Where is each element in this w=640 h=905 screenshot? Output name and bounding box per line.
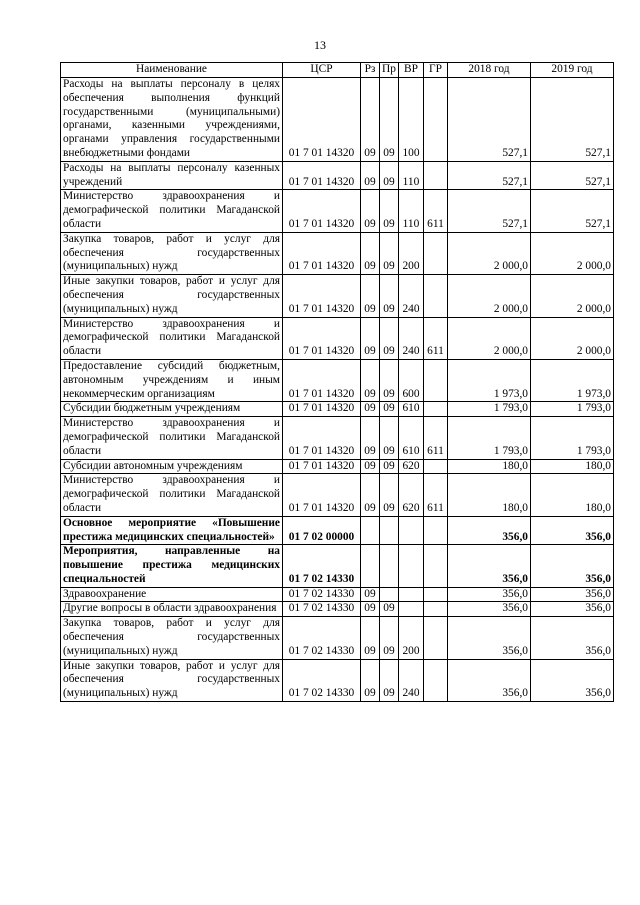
cell-rz: 09 [361,602,380,617]
cell-2019: 527,1 [531,78,614,162]
cell-2019: 180,0 [531,459,614,474]
cell-vr: 110 [399,190,424,232]
table-row [61,78,614,162]
cell-vr [399,602,424,617]
table-row [61,359,614,401]
cell-vr: 200 [399,617,424,659]
cell-rz [361,516,380,545]
cell-pr: 09 [380,190,399,232]
table-row [61,659,614,701]
cell-gr: 611 [424,474,448,516]
cell-gr [424,232,448,274]
cell-gr [424,545,448,587]
cell-rz: 09 [361,232,380,274]
header-gr: ГР [424,63,448,78]
cell-2019: 356,0 [531,659,614,701]
cell-rz: 09 [361,474,380,516]
header-rz: Рз [361,63,380,78]
cell-rz: 09 [361,78,380,162]
cell-2018: 527,1 [448,78,531,162]
header-vr: ВР [399,63,424,78]
cell-pr: 09 [380,659,399,701]
cell-2018: 180,0 [448,474,531,516]
cell-csr: 01 7 01 14320 [283,161,361,190]
cell-vr: 200 [399,232,424,274]
cell-gr [424,587,448,602]
cell-csr: 01 7 01 14320 [283,417,361,459]
cell-pr: 09 [380,232,399,274]
cell-2019: 527,1 [531,190,614,232]
cell-gr [424,602,448,617]
table-header-row [61,63,614,78]
header-2018: 2018 год [448,63,531,78]
cell-vr [399,545,424,587]
cell-2018: 180,0 [448,459,531,474]
cell-name: Здравоохранение [61,587,283,602]
cell-name: Министерство здравоохранения и демографической политики Магаданской области [61,417,283,459]
budget-table [60,62,614,702]
cell-csr: 01 7 02 14330 [283,617,361,659]
table-row [61,516,614,545]
cell-name: Расходы на выплаты персоналу в целях обеспечения выполнения функций государственными (муниципальными) органами, казенными учреждениями, органами управления государственными внебюджетными фондами [61,78,283,162]
cell-csr: 01 7 01 14320 [283,232,361,274]
table-body [61,78,614,702]
cell-gr: 611 [424,417,448,459]
cell-pr: 09 [380,474,399,516]
page-number: 13 [314,38,326,52]
cell-rz: 09 [361,659,380,701]
cell-2018: 527,1 [448,161,531,190]
cell-name: Закупка товаров, работ и услуг для обеспечения государственных (муниципальных) нужд [61,232,283,274]
cell-2018: 1 973,0 [448,359,531,401]
cell-gr [424,659,448,701]
cell-rz: 09 [361,617,380,659]
cell-vr: 600 [399,359,424,401]
cell-gr [424,275,448,317]
cell-2019: 356,0 [531,617,614,659]
table-row [61,417,614,459]
cell-rz [361,545,380,587]
cell-2019: 2 000,0 [531,275,614,317]
cell-2019: 356,0 [531,545,614,587]
cell-pr: 09 [380,78,399,162]
cell-gr: 611 [424,190,448,232]
cell-vr: 620 [399,474,424,516]
cell-gr [424,161,448,190]
cell-2018: 356,0 [448,545,531,587]
cell-rz: 09 [361,417,380,459]
cell-name: Мероприятия, направленные на повышение престижа медицинских специальностей [61,545,283,587]
cell-pr: 09 [380,402,399,417]
cell-2018: 2 000,0 [448,317,531,359]
cell-vr [399,587,424,602]
header-2019: 2019 год [531,63,614,78]
cell-2018: 356,0 [448,617,531,659]
cell-pr: 09 [380,459,399,474]
cell-name: Другие вопросы в области здравоохранения [61,602,283,617]
cell-csr: 01 7 01 14320 [283,359,361,401]
cell-rz: 09 [361,161,380,190]
cell-pr: 09 [380,161,399,190]
cell-csr: 01 7 02 00000 [283,516,361,545]
cell-2019: 527,1 [531,161,614,190]
table-row [61,474,614,516]
cell-name: Иные закупки товаров, работ и услуг для обеспечения государственных (муниципальных) нужд [61,659,283,701]
cell-2019: 356,0 [531,602,614,617]
cell-pr: 09 [380,317,399,359]
cell-2018: 356,0 [448,602,531,617]
cell-rz: 09 [361,190,380,232]
cell-rz: 09 [361,317,380,359]
cell-name: Основное мероприятие «Повышение престижа медицинских специальностей» [61,516,283,545]
cell-csr: 01 7 02 14330 [283,587,361,602]
cell-rz: 09 [361,459,380,474]
cell-vr: 240 [399,317,424,359]
cell-pr: 09 [380,275,399,317]
cell-csr: 01 7 02 14330 [283,602,361,617]
cell-2018: 2 000,0 [448,232,531,274]
cell-vr: 610 [399,417,424,459]
cell-name: Расходы на выплаты персоналу казенных учреждений [61,161,283,190]
table-row [61,275,614,317]
table-row [61,402,614,417]
cell-csr: 01 7 01 14320 [283,317,361,359]
cell-pr: 09 [380,359,399,401]
cell-gr [424,459,448,474]
cell-2018: 527,1 [448,190,531,232]
cell-name: Министерство здравоохранения и демографической политики Магаданской области [61,190,283,232]
cell-pr [380,516,399,545]
cell-gr [424,402,448,417]
cell-pr [380,545,399,587]
header-pr: Пр [380,63,399,78]
cell-pr: 09 [380,602,399,617]
cell-gr: 611 [424,317,448,359]
table-row [61,317,614,359]
cell-rz: 09 [361,359,380,401]
table-row [61,587,614,602]
cell-name: Министерство здравоохранения и демографической политики Магаданской области [61,474,283,516]
cell-2018: 356,0 [448,659,531,701]
cell-2019: 1 793,0 [531,402,614,417]
cell-2019: 356,0 [531,516,614,545]
cell-csr: 01 7 02 14330 [283,659,361,701]
cell-gr [424,516,448,545]
cell-vr [399,516,424,545]
cell-pr: 09 [380,417,399,459]
cell-csr: 01 7 01 14320 [283,190,361,232]
cell-pr [380,587,399,602]
cell-name: Субсидии бюджетным учреждениям [61,402,283,417]
table-row [61,617,614,659]
cell-csr: 01 7 01 14320 [283,78,361,162]
cell-rz: 09 [361,587,380,602]
header-csr: ЦСР [283,63,361,78]
cell-vr: 610 [399,402,424,417]
cell-2019: 180,0 [531,474,614,516]
cell-2019: 356,0 [531,587,614,602]
cell-vr: 240 [399,275,424,317]
cell-2018: 356,0 [448,516,531,545]
table-row [61,602,614,617]
cell-csr: 01 7 02 14330 [283,545,361,587]
cell-name: Иные закупки товаров, работ и услуг для обеспечения государственных (муниципальных) нужд [61,275,283,317]
cell-rz: 09 [361,275,380,317]
table-row [61,190,614,232]
table-row [61,459,614,474]
cell-2019: 2 000,0 [531,232,614,274]
cell-name: Закупка товаров, работ и услуг для обеспечения государственных (муниципальных) нужд [61,617,283,659]
cell-vr: 620 [399,459,424,474]
cell-2019: 2 000,0 [531,317,614,359]
cell-csr: 01 7 01 14320 [283,459,361,474]
cell-pr: 09 [380,617,399,659]
cell-name: Субсидии автономным учреждениям [61,459,283,474]
cell-2019: 1 973,0 [531,359,614,401]
cell-2018: 356,0 [448,587,531,602]
cell-vr: 110 [399,161,424,190]
header-name: Наименование [61,63,283,78]
cell-name: Министерство здравоохранения и демографической политики Магаданской области [61,317,283,359]
table-row [61,232,614,274]
cell-rz: 09 [361,402,380,417]
cell-2018: 2 000,0 [448,275,531,317]
cell-csr: 01 7 01 14320 [283,474,361,516]
cell-csr: 01 7 01 14320 [283,275,361,317]
cell-2018: 1 793,0 [448,417,531,459]
cell-vr: 100 [399,78,424,162]
cell-csr: 01 7 01 14320 [283,402,361,417]
cell-gr [424,359,448,401]
table-row [61,545,614,587]
cell-gr [424,617,448,659]
cell-name: Предоставление субсидий бюджетным, автономным учреждениям и иным некоммерческим организациям [61,359,283,401]
cell-gr [424,78,448,162]
cell-2018: 1 793,0 [448,402,531,417]
cell-vr: 240 [399,659,424,701]
table-row [61,161,614,190]
cell-2019: 1 793,0 [531,417,614,459]
